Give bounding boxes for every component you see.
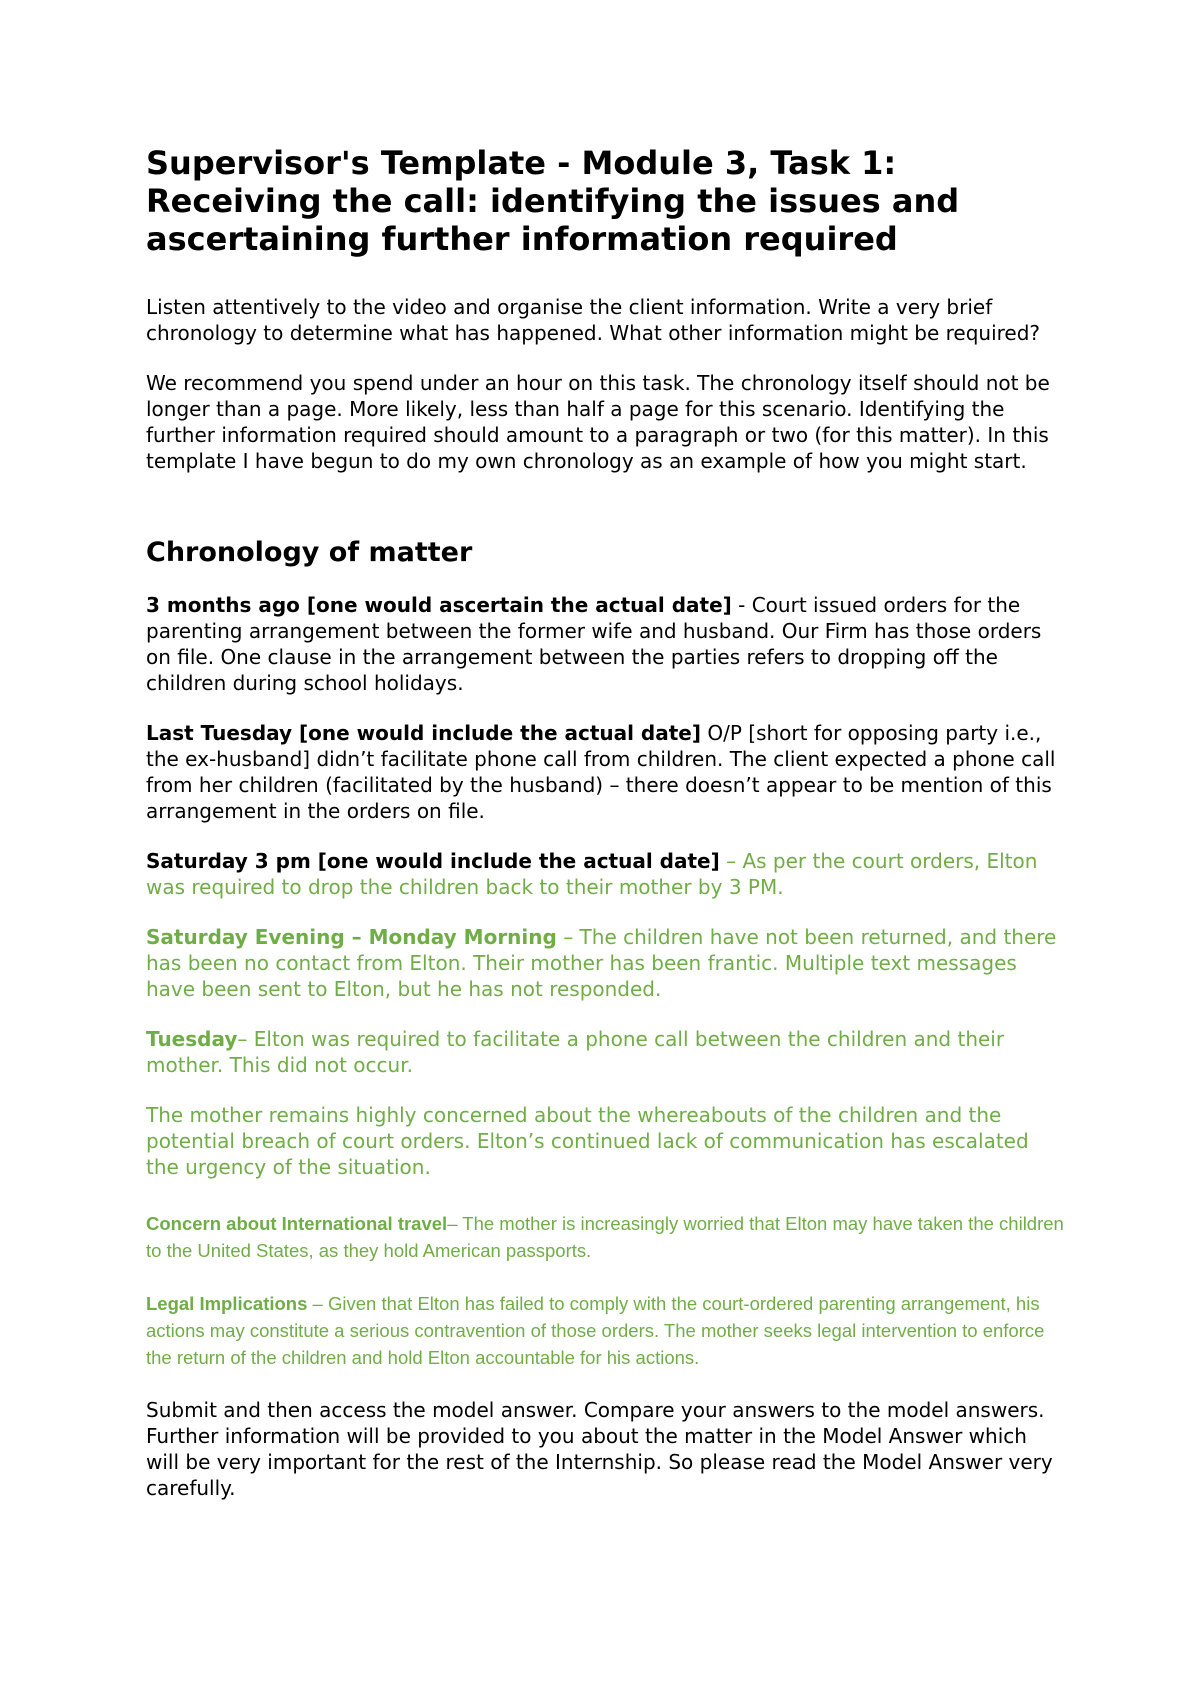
intro-paragraph: Listen attentively to the video and organise the client information. Write a very brief chronology to determine what has happened. What other information might be required? — [146, 295, 1041, 345]
chronology-entry — [146, 720, 1066, 824]
chronology-entry — [146, 1290, 1066, 1371]
entry-text: – As per the court orders, Elton was required to drop the children back to their mother by 3 PM. — [146, 849, 1038, 899]
entry-date-label: Concern about International travel — [146, 1213, 448, 1234]
time-guidance-paragraph: We recommend you spend under an hour on this task. The chronology itself should not be longer than a page. More likely, less than half a page for this scenario. Identifying the further information required should amount to a paragraph or two (for this matter). In this template I have begun to do my own chronology as an example of how you might start. — [146, 371, 1050, 473]
chronology-entry — [146, 592, 1066, 696]
entry-date-label: 3 months ago [one would ascertain the actual date] — [146, 593, 732, 617]
entry-text: – Given that Elton has failed to comply with the court-ordered parenting arrangement, his actions may constitute a serious contravention of those orders. The mother seeks legal intervention to enforce the return of the children and hold Elton accountable for his actions. — [146, 1293, 1045, 1368]
concern-paragraph: The mother remains highly concerned about the whereabouts of the children and the potential breach of court orders. Elton’s continued lack of communication has escalated the urgency of the situation. — [146, 1103, 1029, 1179]
chronology-entry — [146, 848, 1066, 900]
entry-text: - Court issued orders for the parenting arrangement between the former wife and husband. Our Firm has those orders on file. One clause in the arrangement between the parties refers to dropping off the children during school holidays. — [146, 593, 1042, 695]
document-body — [146, 144, 1066, 1525]
entry-date-label: Tuesday — [146, 1027, 238, 1051]
entry-text: O/P [short for opposing party i.e., the ex-husband] didn’t facilitate phone call from children. The client expected a phone call from her children (facilitated by the husband) – there doesn’t appear to be mention of this arrangement in the orders on file. — [146, 721, 1056, 823]
entry-text: – The children have not been returned, and there has been no contact from Elton. Their mother has been frantic. Multiple text messages have been sent to Elton, but he has not responded. — [146, 925, 1057, 1001]
entry-text: – The mother is increasingly worried that Elton may have taken the children to the United States, as they hold American passports. — [146, 1213, 1064, 1261]
entry-text: – Elton was required to facilitate a phone call between the children and their mother. This did not occur. — [146, 1027, 1005, 1077]
chronology-entry — [146, 1210, 1066, 1264]
chronology-entry — [146, 1026, 1066, 1078]
page-title: Supervisor's Template - Module 3, Task 1: Receiving the call: identifying the issues and ascertaining further information required — [146, 144, 960, 258]
entry-date-label: Saturday 3 pm [one would include the actual date] — [146, 849, 720, 873]
closing-paragraph: Submit and then access the model answer. Compare your answers to the model answers. Further information will be provided to you about the matter in the Model Answer which will be very important for the rest of the Internship. So please read the Model Answer very carefully. — [146, 1398, 1053, 1500]
entry-date-label: Saturday Evening – Monday Morning — [146, 925, 557, 949]
entry-date-label: Last Tuesday [one would include the actual date] — [146, 721, 702, 745]
chronology-heading: Chronology of matter — [146, 537, 473, 568]
entry-date-label: Legal Implications — [146, 1293, 308, 1314]
chronology-entry — [146, 924, 1066, 1002]
